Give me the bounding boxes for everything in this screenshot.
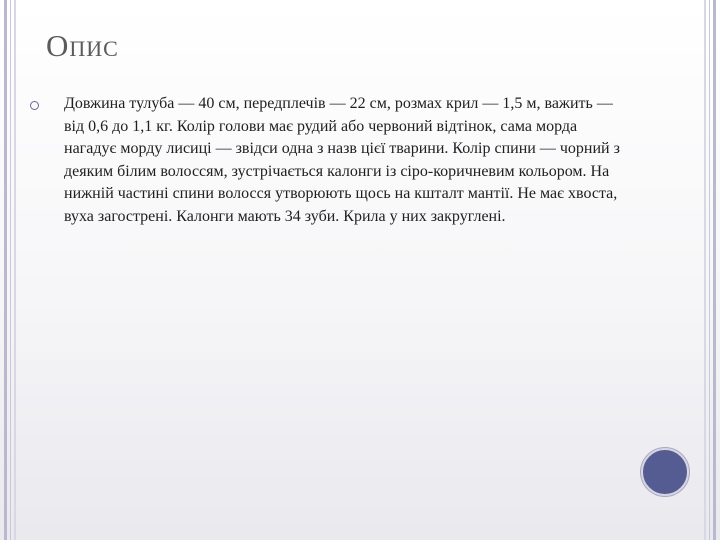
right-decorative-stripe bbox=[713, 0, 716, 540]
slide-title: Опис bbox=[46, 28, 119, 63]
decorative-circle-icon bbox=[641, 448, 689, 496]
left-decorative-stripe bbox=[10, 0, 11, 540]
right-decorative-stripe bbox=[709, 0, 710, 540]
bullet-text: Довжина тулуба — 40 см, передплечів — 22 см, розмах крил — 1,5 м, важить — від 0,6 до 1,1 кг. Колір голови має рудий або червоний відтінок, сама морда нагадує морду лисиці — звідси одна з назв цієї тварини. Колір спини — чорний з деяким білим волоссям, зустрічається калонги із сіро-коричневим кольором. На нижній частині спини волосся утворюють щось на кшталт мантії. Не має хвоста, вуха загострені. Калонги мають 34 зуби. Крила у них закруглені. bbox=[64, 95, 620, 225]
hollow-circle-bullet-icon bbox=[30, 101, 39, 110]
bullet-list bbox=[28, 93, 628, 228]
left-decorative-stripe bbox=[4, 0, 7, 540]
right-decorative-stripe bbox=[704, 0, 706, 540]
left-decorative-stripe bbox=[14, 0, 16, 540]
